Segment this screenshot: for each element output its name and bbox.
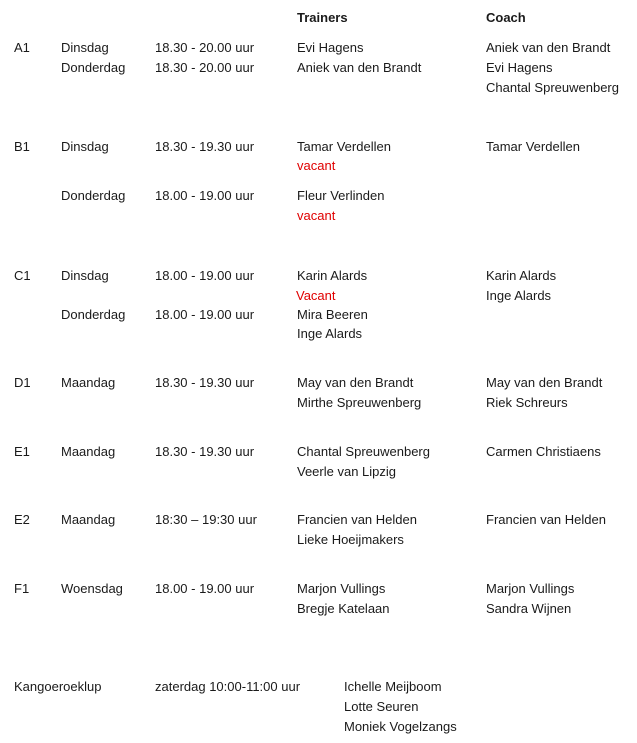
session-time: 18.30 - 19.30 uur xyxy=(155,139,255,154)
vacant-label: vacant xyxy=(297,158,336,173)
vacant-label: vacant xyxy=(297,208,336,223)
kangoeroe-time: zaterdag 10:00-11:00 uur xyxy=(155,679,301,694)
coach-name: Tamar Verdellen xyxy=(486,139,580,154)
session-day: Donderdag xyxy=(61,60,126,75)
trainer-name: Tamar Verdellen xyxy=(297,139,391,154)
trainer-name: Evi Hagens xyxy=(297,40,364,55)
trainer-name: Bregje Katelaan xyxy=(297,601,390,616)
team-label: B1 xyxy=(14,139,30,154)
kangoeroe-trainer: Moniek Vogelzangs xyxy=(344,719,457,734)
coach-name: Karin Alards xyxy=(486,268,557,283)
coach-name: Aniek van den Brandt xyxy=(486,40,611,55)
coach-name: Riek Schreurs xyxy=(486,395,568,410)
trainer-name: Mirthe Spreuwenberg xyxy=(297,395,422,410)
coach-header: Coach xyxy=(486,10,526,25)
session-time: 18.00 - 19.00 uur xyxy=(155,307,255,322)
session-time: 18.30 - 19.30 uur xyxy=(155,375,255,390)
team-label: A1 xyxy=(14,40,30,55)
session-day: Maandag xyxy=(61,512,116,527)
vacant-label: Vacant xyxy=(296,288,336,303)
session-time: 18.30 - 20.00 uur xyxy=(155,40,255,55)
session-day: Woensdag xyxy=(61,581,123,596)
session-time: 18.00 - 19.00 uur xyxy=(155,268,255,283)
session-day: Maandag xyxy=(61,375,116,390)
session-time: 18:30 – 19:30 uur xyxy=(155,512,257,527)
team-label: E2 xyxy=(14,512,30,527)
trainer-name: Marjon Vullings xyxy=(297,581,386,596)
session-day: Dinsdag xyxy=(61,139,109,154)
coach-name: Sandra Wijnen xyxy=(486,601,572,616)
team-label: E1 xyxy=(14,444,30,459)
team-label: F1 xyxy=(14,581,30,596)
session-time: 18.30 - 20.00 uur xyxy=(155,60,255,75)
trainer-name: Chantal Spreuwenberg xyxy=(297,444,430,459)
trainer-name: Fleur Verlinden xyxy=(297,188,385,203)
trainer-name: Francien van Helden xyxy=(297,512,417,527)
session-day: Donderdag xyxy=(61,307,126,322)
session-day: Dinsdag xyxy=(61,268,109,283)
trainer-name: Karin Alards xyxy=(297,268,368,283)
team-label: D1 xyxy=(14,375,31,390)
coach-name: Francien van Helden xyxy=(486,512,606,527)
coach-name: Evi Hagens xyxy=(486,60,553,75)
kangoeroe-trainer: Ichelle Meijboom xyxy=(344,679,442,694)
kangoeroe-trainer: Lotte Seuren xyxy=(344,699,419,714)
trainer-name: Inge Alards xyxy=(297,326,363,341)
trainer-name: Lieke Hoeijmakers xyxy=(297,532,404,547)
trainer-name: May van den Brandt xyxy=(297,375,414,390)
kangoeroe-label: Kangoeroeklup xyxy=(14,679,102,694)
session-time: 18.30 - 19.30 uur xyxy=(155,444,255,459)
trainer-name: Mira Beeren xyxy=(297,307,368,322)
session-day: Maandag xyxy=(61,444,116,459)
session-time: 18.00 - 19.00 uur xyxy=(155,188,255,203)
team-label: C1 xyxy=(14,268,31,283)
coach-name: Marjon Vullings xyxy=(486,581,575,596)
coach-name: Chantal Spreuwenberg xyxy=(486,80,619,95)
session-time: 18.00 - 19.00 uur xyxy=(155,581,255,596)
trainer-name: Veerle van Lipzig xyxy=(297,464,397,479)
trainers-header: Trainers xyxy=(297,10,348,25)
coach-name: Inge Alards xyxy=(486,288,552,303)
session-day: Dinsdag xyxy=(61,40,109,55)
trainer-name: Aniek van den Brandt xyxy=(297,60,422,75)
coach-name: Carmen Christiaens xyxy=(486,444,601,459)
session-day: Donderdag xyxy=(61,188,126,203)
coach-name: May van den Brandt xyxy=(486,375,603,390)
